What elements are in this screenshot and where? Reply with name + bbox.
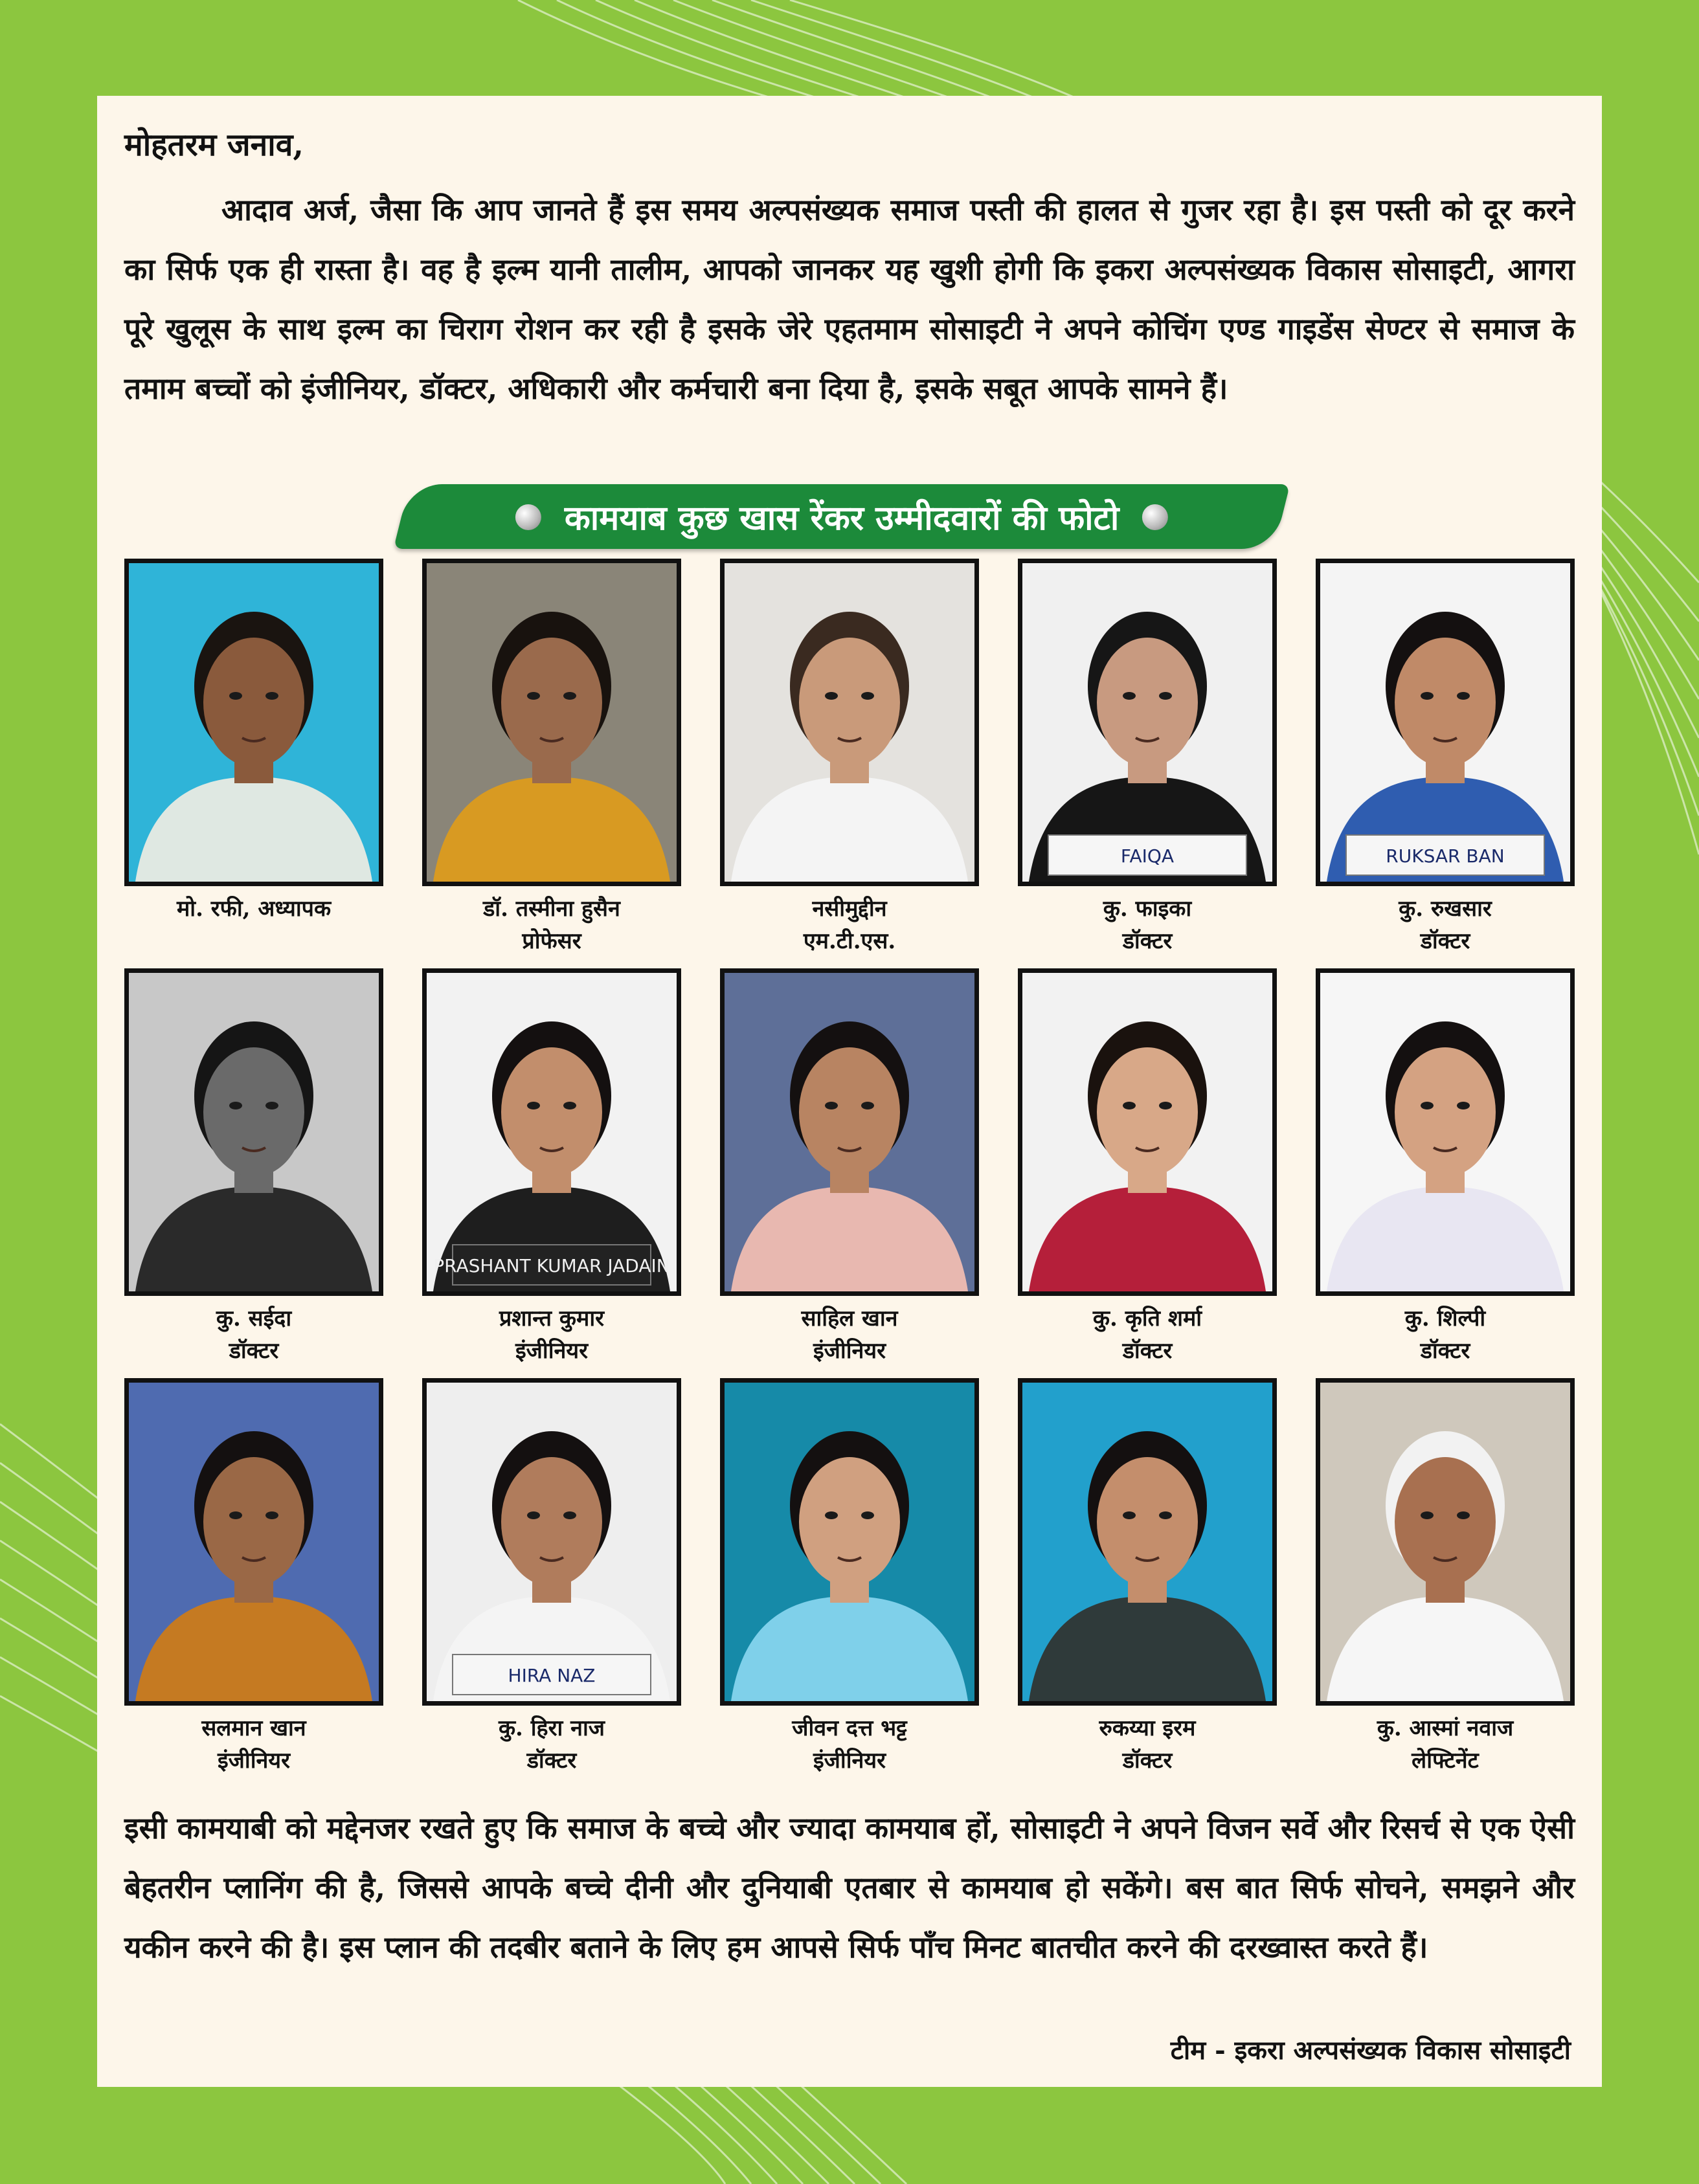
candidate-role: लेफ्टिनेंट	[1412, 1748, 1479, 1774]
candidate-name: कु. आस्मां नवाज	[1377, 1715, 1514, 1741]
candidate-name: कु. कृति शर्मा	[1092, 1306, 1202, 1332]
candidate-photo	[124, 559, 383, 886]
candidate-name: कु. फाइका	[1103, 896, 1192, 922]
candidate-name: साहिल खान	[801, 1306, 898, 1332]
candidate-caption	[422, 1712, 681, 1777]
candidate-card	[422, 559, 681, 954]
person-portrait-icon	[1320, 973, 1570, 1291]
candidate-photo	[1316, 968, 1575, 1296]
candidate-card	[720, 559, 979, 954]
letter-panel	[97, 96, 1602, 2087]
candidate-card	[1316, 559, 1575, 954]
person-portrait-icon	[129, 563, 379, 882]
candidate-photo	[720, 1378, 979, 1706]
candidate-name: सलमान खान	[201, 1715, 306, 1741]
candidate-photo	[422, 968, 681, 1296]
candidate-caption	[124, 893, 383, 925]
photos-banner	[394, 484, 1290, 549]
candidate-name: डॉ. तस्मीना हुसैन	[483, 896, 620, 922]
candidate-card	[720, 1378, 979, 1774]
candidate-role: डॉक्टर	[229, 1338, 279, 1364]
person-portrait-icon	[427, 973, 677, 1291]
candidate-caption	[1018, 1302, 1277, 1367]
candidate-photo	[422, 1378, 681, 1706]
candidate-role: इंजीनियर	[813, 1338, 886, 1364]
candidate-role: डॉक्टर	[1420, 1338, 1470, 1364]
person-portrait-icon	[1320, 1383, 1570, 1701]
candidate-name: कु. सईदा	[216, 1306, 292, 1332]
candidate-role: इंजीनियर	[217, 1748, 291, 1774]
person-portrait-icon	[725, 973, 974, 1291]
candidate-name: कु. हिरा नाज	[498, 1715, 605, 1741]
name-board-text: FAIQA	[1120, 845, 1175, 867]
signature: टीम - इकरा अल्पसंख्यक विकास सोसाइटी	[1170, 2035, 1571, 2066]
candidate-role: डॉक्टर	[526, 1748, 577, 1774]
person-portrait-icon	[1022, 1383, 1272, 1701]
candidate-caption	[1316, 1712, 1575, 1777]
bullet-dot-icon	[1142, 504, 1168, 529]
candidate-role: डॉक्टर	[1122, 928, 1173, 954]
candidate-name: रुकय्या इरम	[1099, 1715, 1196, 1741]
candidate-caption	[1316, 1302, 1575, 1367]
candidate-card	[422, 968, 681, 1364]
person-portrait-icon	[1022, 973, 1272, 1291]
candidate-photo-grid	[124, 559, 1575, 1774]
candidate-name: प्रशान्त कुमार	[499, 1306, 605, 1332]
candidate-photo	[1316, 1378, 1575, 1706]
candidate-role: प्रोफेसर	[522, 928, 581, 954]
candidate-caption	[720, 1712, 979, 1777]
closing-paragraph: इसी कामयाबी को मद्देनजर रखते हुए कि समाज के बच्चे और ज्यादा कामयाब हों, सोसाइटी ने अपने विजन सर्वे और रिसर्च से एक ऐसी बेहतरीन प्लानिंग की है, जिससे आपके बच्चे दीनी और दुनियाबी एतबार से कामयाब हो सकेंगे। बस बात सिर्फ सोचने, समझने और यकीन करने की है। इस प्लान की तदबीर बताने के लिए हम आपसे सिर्फ पाँच मिनट बातचीत करने की दरख्वास्त करते हैं।	[124, 1811, 1575, 1965]
name-board-text: RUKSAR BAN	[1386, 845, 1505, 867]
candidate-caption	[720, 893, 979, 957]
candidate-role: एम.टी.एस.	[803, 928, 896, 954]
candidate-role: डॉक्टर	[1122, 1748, 1173, 1774]
candidate-card	[1316, 968, 1575, 1364]
candidate-name: कु. शिल्पी	[1404, 1306, 1486, 1332]
person-portrait-icon	[1320, 563, 1570, 882]
candidate-caption	[720, 1302, 979, 1367]
candidate-caption	[124, 1302, 383, 1367]
candidate-photo	[1018, 559, 1277, 886]
bullet-dot-icon	[515, 504, 541, 529]
person-portrait-icon	[427, 563, 677, 882]
candidate-card	[1018, 559, 1277, 954]
person-portrait-icon	[725, 1383, 974, 1701]
candidate-role: डॉक्टर	[1122, 1338, 1173, 1364]
candidate-role: इंजीनियर	[813, 1748, 886, 1774]
candidate-photo	[1018, 1378, 1277, 1706]
person-portrait-icon	[129, 1383, 379, 1701]
candidate-card	[124, 1378, 383, 1774]
candidate-card	[1018, 968, 1277, 1364]
candidate-photo	[124, 968, 383, 1296]
candidate-photo	[422, 559, 681, 886]
candidate-caption	[1018, 893, 1277, 957]
name-board-text: PRASHANT KUMAR JADAIN	[433, 1255, 670, 1276]
candidate-photo	[1316, 559, 1575, 886]
name-board-text: HIRA NAZ	[508, 1665, 596, 1686]
person-portrait-icon	[129, 973, 379, 1291]
intro-paragraph: आदाव अर्ज, जैसा कि आप जानते हैं इस समय अल्पसंख्यक समाज पस्ती की हालत से गुजर रहा है। इस पस्ती को दूर करने का सिर्फ एक ही रास्ता है। वह है इल्म यानी तालीम, आपको जानकर यह खुशी होगी कि इकरा अल्पसंख्यक विकास सोसाइटी, आगरा पूरे खुलूस के साथ इल्म का चिराग रोशन कर रही है इसके जेरे एहतमाम सोसाइटी ने अपने कोचिंग एण्ड गाइडेंस सेण्टर से समाज के तमाम बच्चों को इंजीनियर, डॉक्टर, अधिकारी और कर्मचारी बना दिया है, इसके सबूत आपके सामने हैं।	[124, 192, 1575, 406]
candidate-name: नसीमुद्दीन	[812, 896, 887, 922]
candidate-card	[720, 968, 979, 1364]
person-portrait-icon	[1022, 563, 1272, 882]
candidate-name: कु. रुखसार	[1399, 896, 1492, 922]
candidate-card	[1316, 1378, 1575, 1774]
candidate-name: जीवन दत्त भट्ट	[792, 1715, 907, 1741]
person-portrait-icon	[427, 1383, 677, 1701]
candidate-role: इंजीनियर	[515, 1338, 589, 1364]
candidate-role: डॉक्टर	[1420, 928, 1470, 954]
candidate-photo	[720, 559, 979, 886]
candidate-name: मो. रफी, अध्यापक	[176, 896, 332, 922]
salutation: मोहतरम जनाव,	[124, 127, 304, 163]
candidate-caption	[1018, 1712, 1277, 1777]
banner-title: कामयाब कुछ खास रेंकर उम्मीदवारों की फोटो	[564, 498, 1120, 538]
candidate-caption	[124, 1712, 383, 1777]
candidate-caption	[1316, 893, 1575, 957]
candidate-card	[422, 1378, 681, 1774]
candidate-caption	[422, 1302, 681, 1367]
candidate-card	[1018, 1378, 1277, 1774]
candidate-photo	[124, 1378, 383, 1706]
candidate-photo	[1018, 968, 1277, 1296]
candidate-card	[124, 968, 383, 1364]
person-portrait-icon	[725, 563, 974, 882]
candidate-photo	[720, 968, 979, 1296]
candidate-card	[124, 559, 383, 944]
candidate-caption	[422, 893, 681, 957]
